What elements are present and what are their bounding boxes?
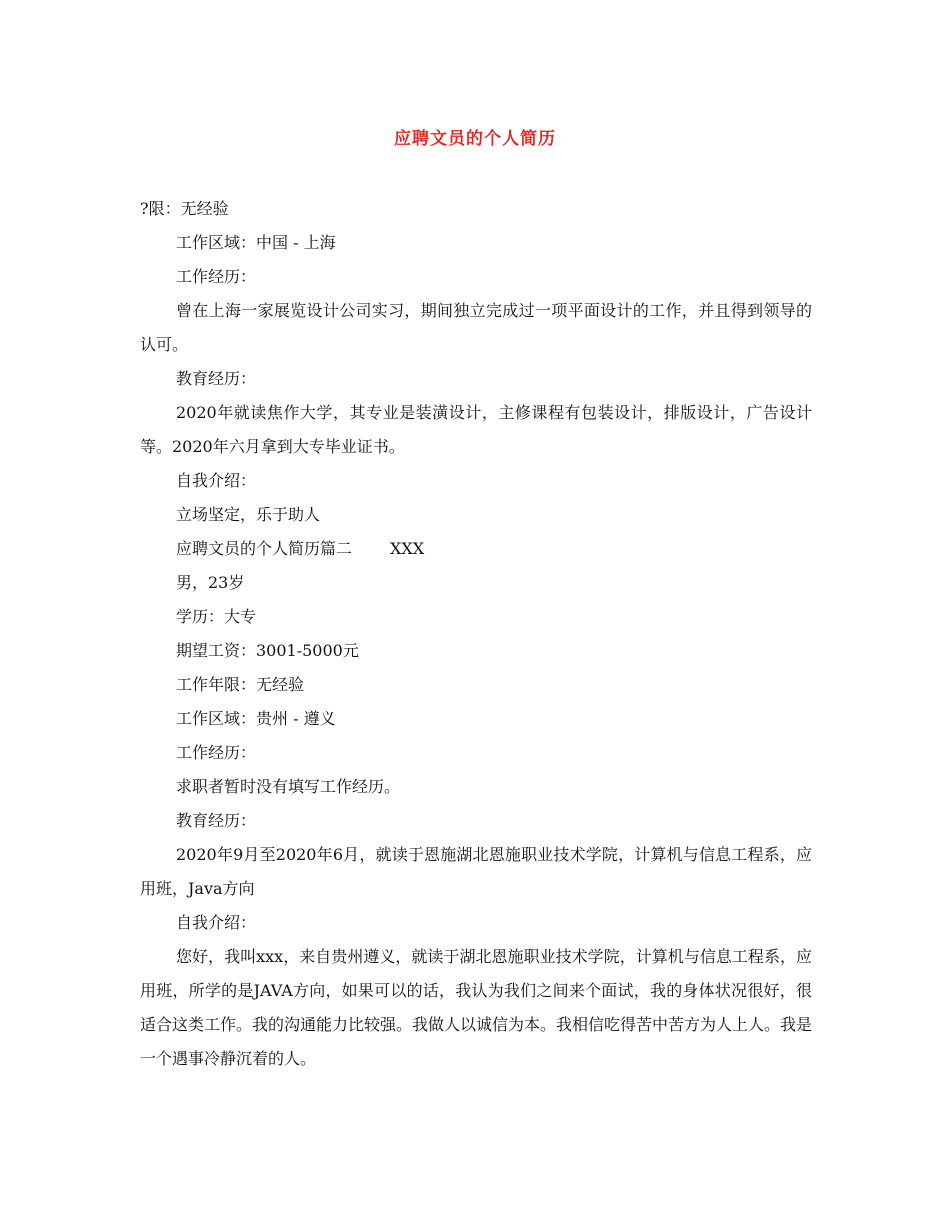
paragraph-expected-salary: 期望工资：3001-5000元 bbox=[176, 641, 359, 660]
candidate-name: XXX bbox=[390, 539, 425, 558]
paragraph-work-history-heading-2: 工作经历： bbox=[176, 743, 257, 762]
paragraph-work-area-2: 工作区域：贵州 - 遵义 bbox=[176, 709, 336, 728]
paragraph-education-heading-2: 教育经历： bbox=[176, 811, 257, 830]
paragraph-work-history-2: 求职者暂时没有填写工作经历。 bbox=[176, 777, 401, 796]
document-title: 应聘文员的个人简历 bbox=[394, 129, 556, 149]
paragraph-self-intro-heading: 自我介绍： bbox=[176, 471, 257, 490]
paragraph-degree: 学历：大专 bbox=[176, 607, 257, 626]
document-body bbox=[140, 192, 812, 1076]
paragraph-work-years: ?限：无经验 bbox=[140, 199, 229, 218]
paragraph-work-history-heading: 工作经历： bbox=[176, 267, 257, 286]
paragraph-education-2: 2020年9月至2020年6月，就读于恩施湖北恩施职业技术学院，计算机与信息工程系，应用班，Java方向 bbox=[140, 845, 812, 898]
paragraph-second-resume-heading bbox=[140, 532, 812, 566]
paragraph-work-area: 工作区域：中国 - 上海 bbox=[176, 233, 336, 252]
paragraph-self-intro-2: 您好，我叫xxx，来自贵州遵义，就读于湖北恩施职业技术学院，计算机与信息工程系，应用班，所学的是JAVA方向，如果可以的话，我认为我们之间来个面试，我的身体状况很好，很适合这类工作。我的沟通能力比较强。我做人以诚信为本。我相信吃得苦中苦方为人上人。我是一个遇事冷静沉着的人。 bbox=[140, 947, 813, 1068]
paragraph-self-intro-heading-2: 自我介绍： bbox=[176, 913, 257, 932]
paragraph-education: 2020年就读焦作大学，其专业是装潢设计，主修课程有包装设计，排版设计，广告设计等。2020年六月拿到大专毕业证书。 bbox=[140, 403, 812, 456]
paragraph-self-intro: 立场坚定，乐于助人 bbox=[176, 505, 321, 524]
paragraph-education-heading: 教育经历： bbox=[176, 369, 257, 388]
second-resume-title: 应聘文员的个人简历篇二 bbox=[176, 539, 353, 558]
paragraph-work-years-2: 工作年限：无经验 bbox=[176, 675, 305, 694]
paragraph-work-history: 曾在上海一家展览设计公司实习，期间独立完成过一项平面设计的工作，并且得到领导的认可。 bbox=[140, 301, 812, 354]
paragraph-gender-age: 男，23岁 bbox=[176, 573, 245, 592]
